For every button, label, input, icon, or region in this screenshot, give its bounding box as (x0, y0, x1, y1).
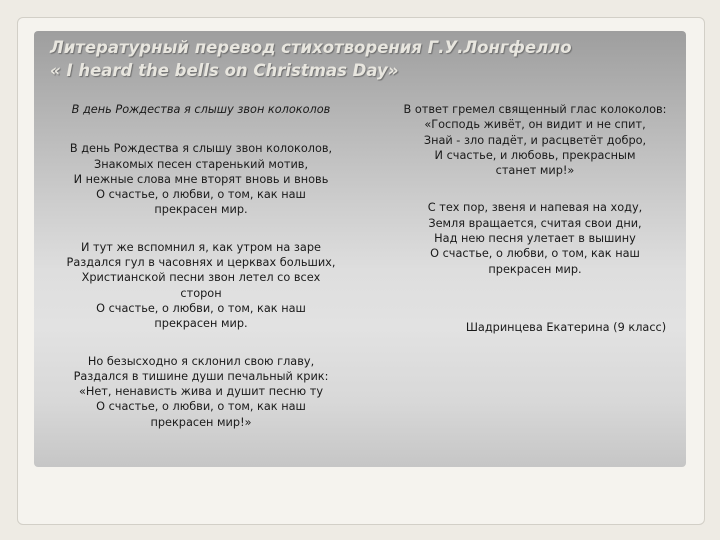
stanza-line: Знакомых песен старенький мотив, (93, 157, 309, 171)
stanza-line: О счастье, о любви, о том, как наш прекрасен мир. (96, 188, 306, 217)
title-line-1: Литературный перевод стихотворения Г.У.Лонгфелло (50, 38, 572, 57)
stanza-2 (48, 240, 354, 332)
stanza-line: Над нею песня улетает в вышину (434, 232, 636, 246)
stanza-1 (48, 141, 354, 217)
stanza-line: О счастье, о любви, о том, как наш прекрасен мир. (96, 301, 306, 331)
stanza-4 (376, 102, 694, 178)
stanza-line: Раздался гул в часовнях и церквах больших, (66, 256, 336, 270)
stanza-line: «Господь живёт, он видит и не спит, (424, 118, 646, 132)
stanza-line: И тут же вспомнил я, как утром на заре (81, 240, 321, 254)
author-credit: Шадринцева Екатерина (9 класс) (465, 321, 667, 334)
slide-title (50, 36, 680, 82)
stanza-3 (48, 354, 354, 430)
stanza-5 (376, 200, 694, 276)
stanza-line: Земля вращается, считая свои дни, (428, 216, 642, 230)
poem-column-left (48, 102, 354, 452)
stanza-line: Знай - зло падёт, и расцветёт добро, (423, 133, 647, 147)
stanza-line: С тех пор, звеня и напевая на ходу, (427, 201, 643, 215)
poem-heading: В день Рождества я слышу звон колоколов (71, 103, 331, 116)
stanza-line: О счастье, о любви, о том, как наш прекрасен мир!» (96, 400, 306, 429)
stanza-line: Раздался в тишине души печальный крик: (73, 369, 329, 383)
stanza-line: И нежные слова мне вторят вновь и вновь (73, 172, 329, 186)
stanza-line: Христианской песни звон летел со всех сторон (81, 271, 321, 300)
stanza-line: И счастье, и любовь, прекрасным станет мир!» (434, 148, 636, 178)
stanza-line: В день Рождества я слышу звон колоколов, (69, 142, 333, 156)
stanza-line: «Нет, ненависть жива и душит песню ту (78, 385, 324, 399)
poem-column-right (376, 102, 694, 299)
title-line-2: « I heard the bells on Christmas Day» (50, 61, 399, 80)
stanza-line: О счастье, о любви, о том, как наш прекрасен мир. (430, 247, 640, 276)
stanza-line: Но безысходно я склонил свою главу, (87, 354, 315, 368)
stanza-line: В ответ гремел священный глас колоколов: (403, 103, 667, 116)
